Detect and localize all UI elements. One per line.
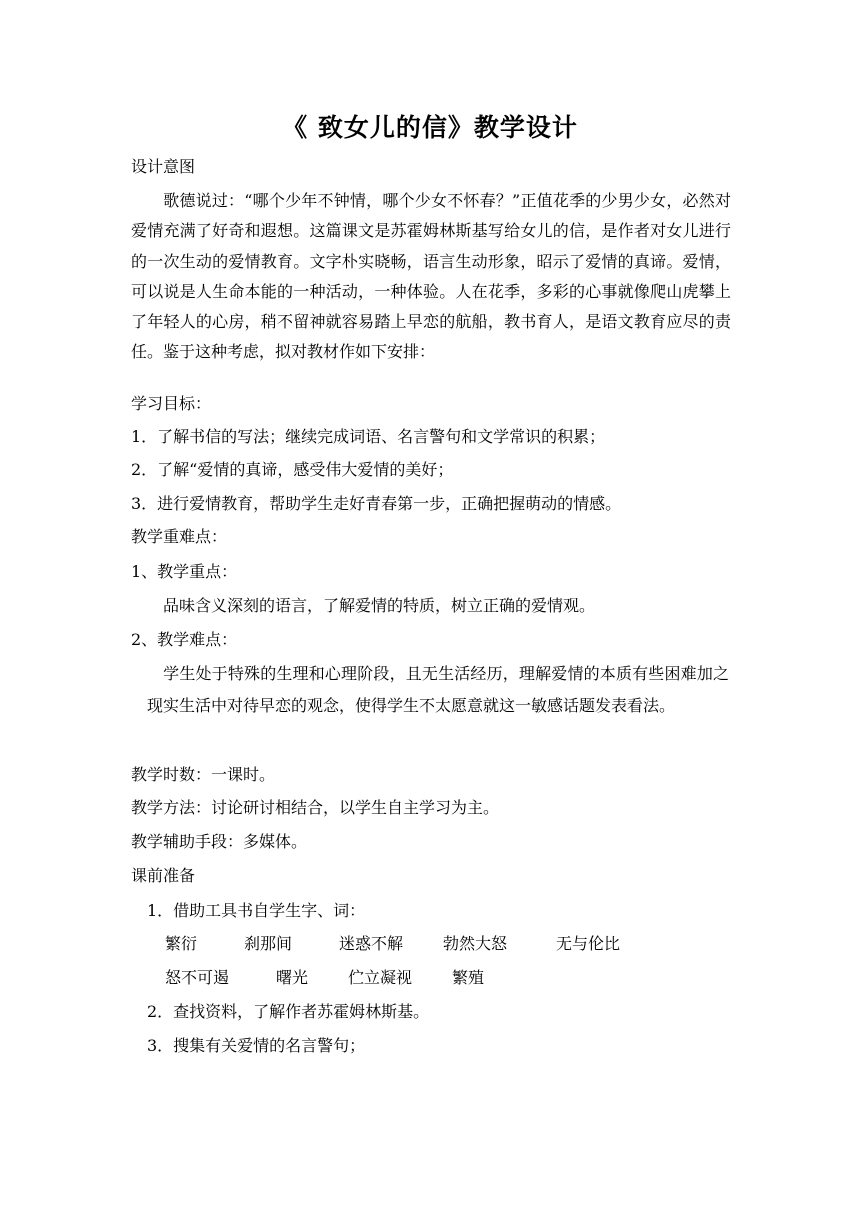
goal-item: 1．了解书信的写法；继续完成词语、名言警句和文学常识的积累； [131,427,606,446]
vocab-word: 曙光 [276,968,309,987]
document-title: 《 致女儿的信》教学设计 [282,113,578,142]
vocab-word: 繁衍 [165,934,198,953]
vocab-word: 伫立凝视 [348,968,413,987]
goals-heading: 学习目标： [131,394,212,413]
design-intent-paragraph [131,186,731,368]
vocab-word: 怒不可遏 [165,968,230,987]
difficulty-label: 2、教学难点： [131,630,238,649]
difficulty-text: 学生处于特殊的生理和心理阶段，且无生活经历，理解爱情的本质有些困难加之现实生活中对待早恋的观念，使得学生不太愿意就这一敏感话题发表看法。 [147,664,729,715]
goal-item: 3．进行爱情教育，帮助学生走好青春第一步，正确把握萌动的情感。 [131,494,622,513]
teaching-method: 教学方法：讨论研讨相结合，以学生自主学习为主。 [131,798,500,817]
key-points-heading: 教学重难点： [131,527,228,546]
vocab-word: 繁殖 [452,968,485,987]
teaching-aids: 教学辅助手段：多媒体。 [131,832,308,851]
difficulty-paragraph [147,658,729,722]
prep-item: 3．搜集有关爱情的名言警句； [147,1036,366,1055]
vocab-word: 刹那间 [244,934,293,953]
design-intent-text: 歌德说过：“哪个少年不钟情，哪个少女不怀春？”正值花季的少男少女，必然对爱情充满了好奇和遐想。这篇课文是苏霍姆林斯基写给女儿的信，是作者对女儿进行的一次生动的爱情教育。文字朴实晓畅，语言生动形象，昭示了爱情的真谛。爱情，可以说是人生命本能的一种活动，一种体验。人在花季，多彩的心事就像爬山虎攀上了年轻人的心房，稍不留神就容易踏上早恋的航船，教书育人，是语文教育应尽的责任。鉴于这种考虑，拟对教材作如下安排： [131,191,731,362]
class-hours: 教学时数：一课时。 [131,765,276,784]
vocab-row [0,934,860,954]
key-point-label: 1、教学重点： [131,562,238,581]
vocab-word: 勃然大怒 [443,934,508,953]
vocab-word: 迷惑不解 [339,934,404,953]
goal-item: 2．了解“爱情的真谛，感受伟大爱情的美好； [131,460,454,479]
key-point-text: 品味含义深刻的语言，了解爱情的特质，树立正确的爱情观。 [163,596,596,615]
prep-item: 1．借助工具书自学生字、词： [147,901,366,920]
prep-item: 2．查找资料，了解作者苏霍姆林斯基。 [147,1002,430,1021]
prep-heading: 课前准备 [131,866,196,885]
vocab-row [0,968,860,988]
vocab-word: 无与伦比 [556,934,621,953]
design-intent-heading: 设计意图 [131,157,196,176]
